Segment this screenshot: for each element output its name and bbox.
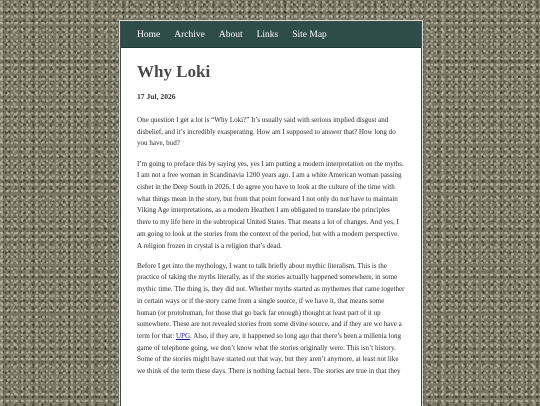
page-container [120, 21, 422, 406]
post-date: 17 Jul, 2026 [137, 92, 176, 101]
paragraph-3-text-b: . Also, if they are, it happened so long ago that there’s been a millenia long game of telephone going, we don’t know what the stories originally were. This isn’t history. Some of the stories might have started out that way, but they aren’t anymore, at least not like we think of the term these days. There is nothing factual here. The stories are true in that they [137, 331, 402, 376]
nav-archive[interactable]: Archive [174, 29, 205, 40]
paragraph-3-text-a: Before I get into the mythology, I want to talk briefly about mythic literalism. This is the practice of taking the myths literally, as if the stories actually happened somewhere, in some mythic time. The thing is, they did not. Whether myths started as mythemes that came together in certain ways or if the story came from a single source, if we have it, that means some human (or protohuman, for those that go back far enough) thought at least part of it up somewhere. These are not revealed stories from some divine source, and if they are we have a term for that: [137, 261, 405, 340]
paragraph-3 [137, 261, 405, 378]
upg-link[interactable]: UPG [175, 331, 191, 340]
nav-site-map[interactable]: Site Map [292, 29, 327, 40]
article [121, 62, 421, 378]
post-title: Why Loki [137, 62, 211, 81]
paragraph-2: I’m going to preface this by saying yes, yes I am putting a modern interpretation on the myths. I am not a free woman in Scandinavia 1200 years ago. I am a white American woman passing cishet in the Deep South in 2026. I do agree you have to look at the culture of the time with what things mean in the story, but from that point forward I not only do not have to maintain Viking Age interpretations, as a modern Heathen I am obligated to translate the principles there to my life here in the subtropical United States. That means a lot of changes. And yes, I am going to look at the stories from the context of the period, but with a modern perspective. A religion frozen in crystal is a religion that’s dead. [137, 159, 404, 250]
nav-home[interactable]: Home [137, 29, 161, 40]
paragraph-1: One question I get a lot is “Why Loki?” It’s usually said with serious implied disgust and disbelief, and it’s incredibly exasperating. How am I supposed to answer that? How long do you have, bud? [137, 116, 396, 148]
nav-about[interactable]: About [218, 29, 243, 40]
nav-links[interactable]: Links [256, 29, 279, 40]
top-nav [121, 22, 421, 48]
